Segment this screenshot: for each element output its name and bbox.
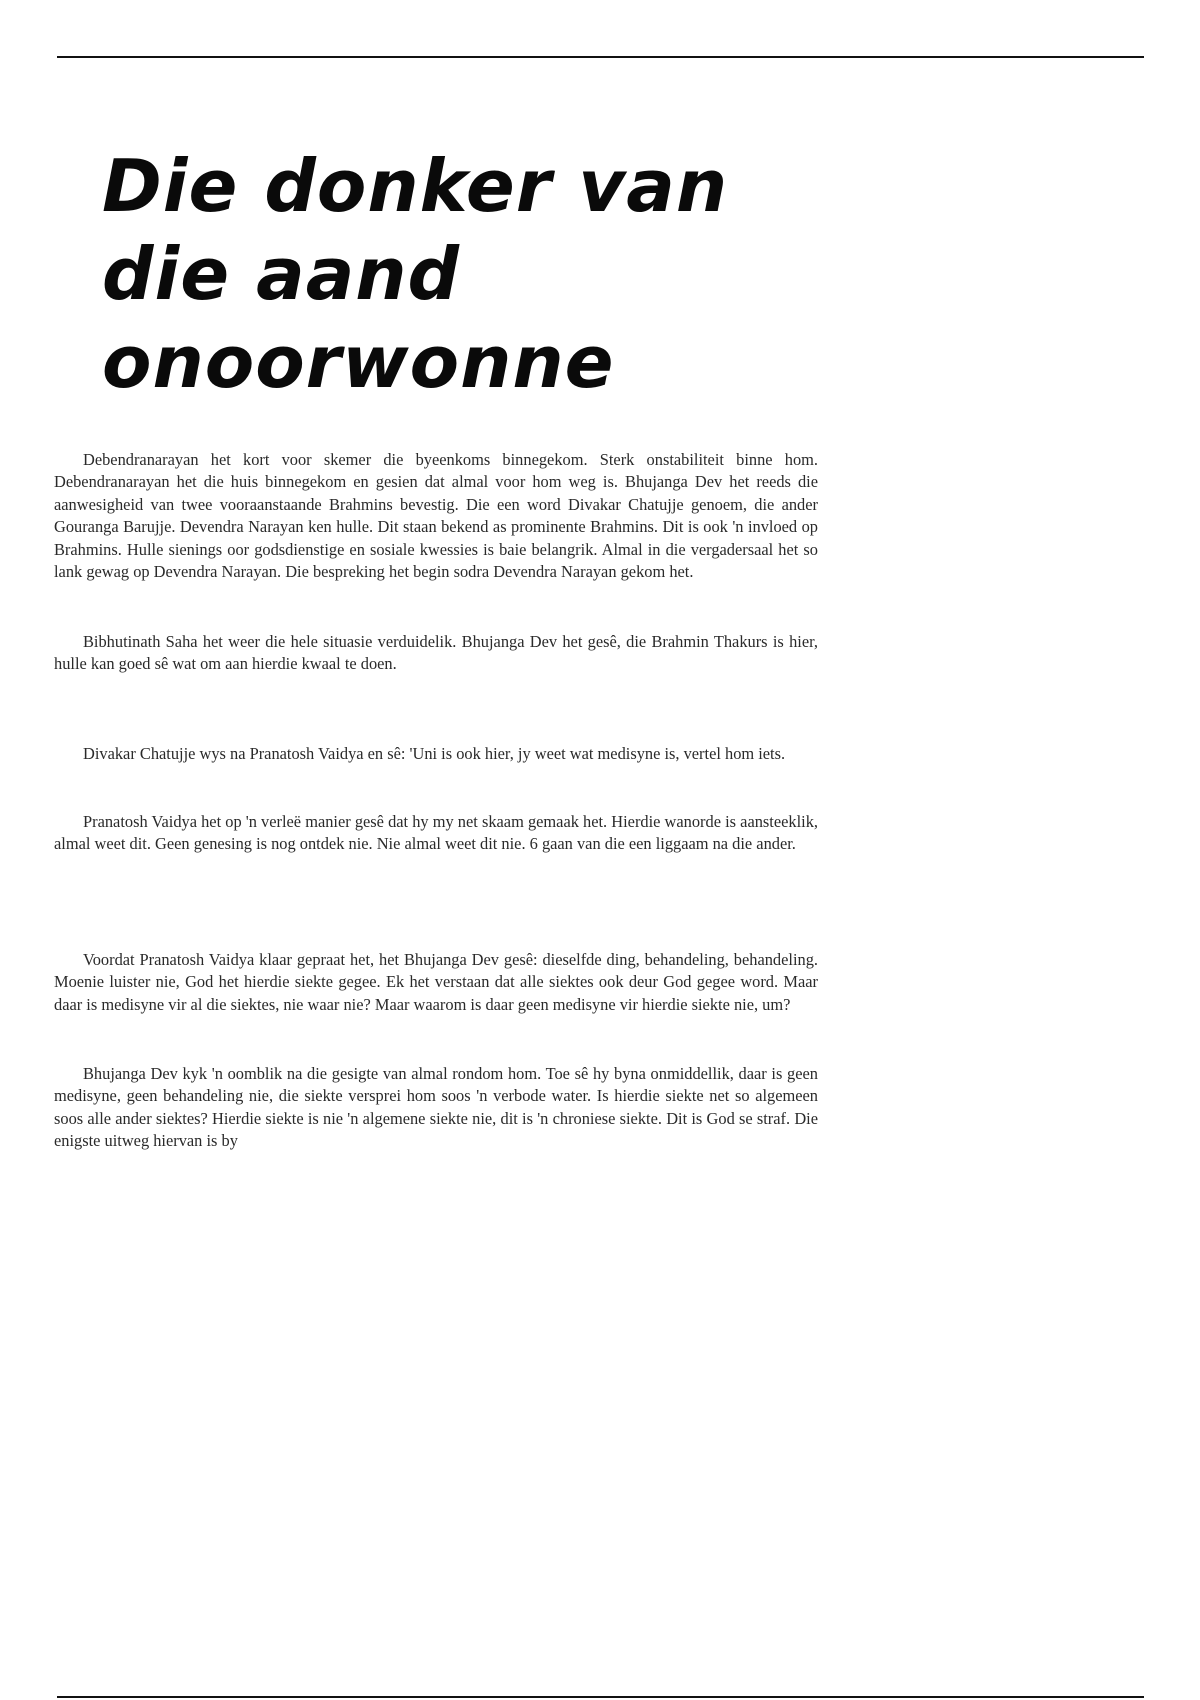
paragraph-2: Bibhutinath Saha het weer die hele situasie verduidelik. Bhujanga Dev het gesê, die Brahmin Thakurs is hier, hulle kan goed sê wat om aan hierdie kwaal te doen. bbox=[54, 632, 818, 674]
paragraph-5: Voordat Pranatosh Vaidya klaar gepraat het, het Bhujanga Dev gesê: dieselfde ding, behandeling, behandeling. Moenie luister nie, God het hierdie siekte gegee. Ek het verstaan dat alle siektes ook deur God gegee word. Maar daar is medisyne vir al die siektes, nie waar nie? Maar waarom is daar geen medisyne vir hierdie siekte nie, um? bbox=[54, 950, 818, 1014]
top-rule bbox=[57, 56, 1144, 58]
paragraph-6: Bhujanga Dev kyk 'n oomblik na die gesigte van almal rondom hom. Toe sê hy byna onmiddellik, daar is geen medisyne, geen behandeling nie, die siekte versprei hom soos 'n verbode water. Is hierdie siekte net so algemeen soos alle ander siektes? Hierdie siekte is nie 'n algemene siekte nie, dit is 'n chroniese siekte. Dit is God se straf. Die enigste uitweg hiervan is by bbox=[54, 1064, 818, 1151]
paragraph-1: Debendranarayan het kort voor skemer die byeenkoms binnegekom. Sterk onstabiliteit binne hom. Debendranarayan het die huis binnegekom en gesien dat almal voor hom weg is. Bhujanga Dev het reeds die aanwesigheid van twee vooraanstaande Brahmins bevestig. Die een word Divakar Chatujje genoem, die ander Gouranga Barujje. Devendra Narayan ken hulle. Dit staan bekend as prominente Brahmins. Dit is ook 'n invloed op Brahmins. Hulle sienings oor godsdienstige en sosiale kwessies is baie belangrik. Almal in die vergadersaal het so lank gewag op Devendra Narayan. Die bespreking het begin sodra Devendra Narayan gekom het. bbox=[54, 450, 818, 582]
paragraph-3: Divakar Chatujje wys na Pranatosh Vaidya en sê: 'Uni is ook hier, jy weet wat medisyne is, vertel hom iets. bbox=[83, 744, 786, 763]
paragraph-4: Pranatosh Vaidya het op 'n verleë manier gesê dat hy my net skaam gemaak het. Hierdie wanorde is aansteeklik, almal weet dit. Geen genesing is nog ontdek nie. Nie almal weet dit nie. 6 gaan van die een liggaam na die ander. bbox=[54, 812, 818, 854]
bottom-rule bbox=[57, 1696, 1144, 1698]
chapter-title: Die donker van die aand onoorwonne bbox=[102, 144, 729, 404]
